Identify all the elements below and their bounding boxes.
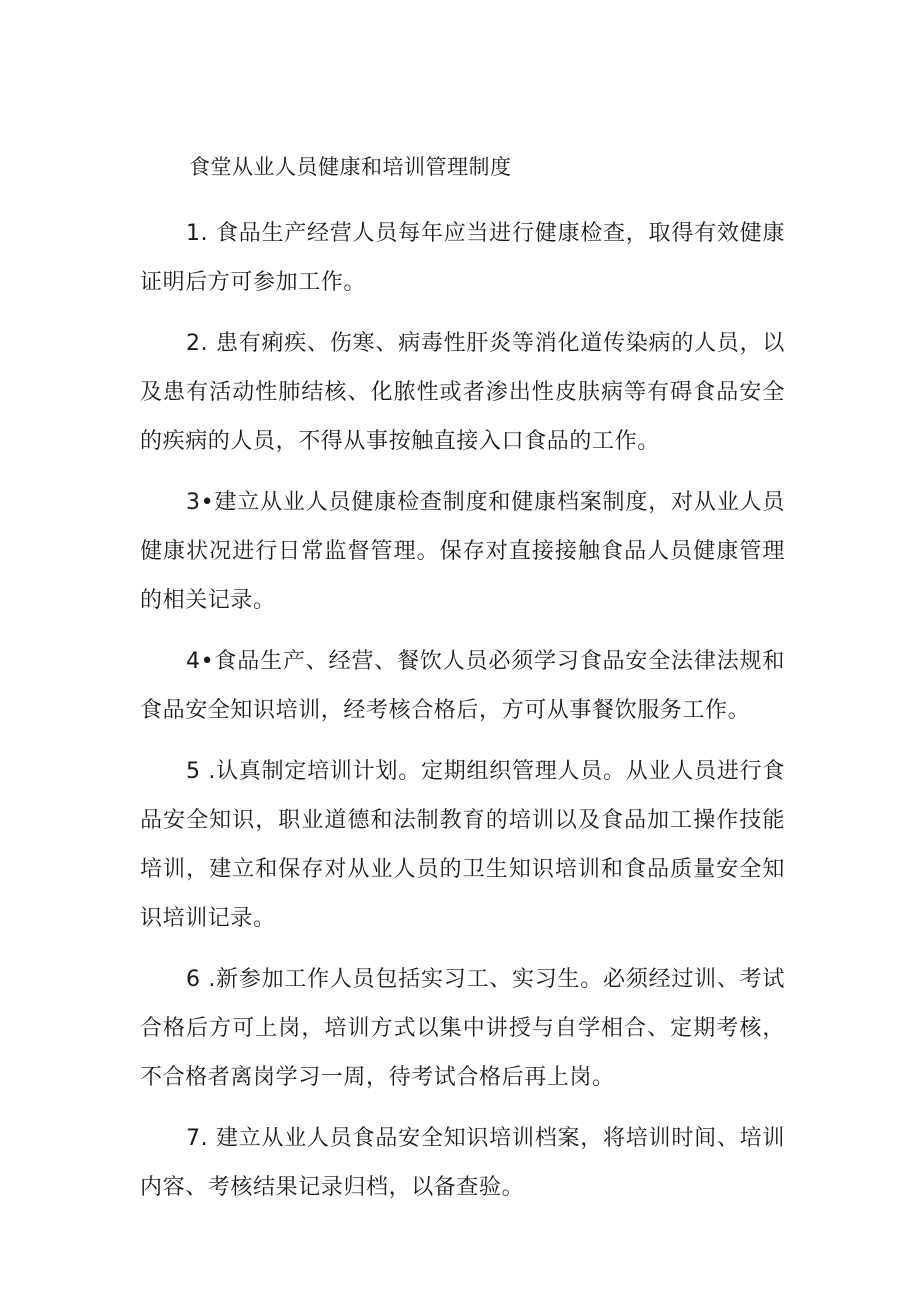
paragraph-2: 2. 患有痢疾、伤寒、病毒性肝炎等消化道传染病的人员，以及患有活动性肺结核、化脓性或者渗出性皮肤病等有碍食品安全的疾病的人员，不得从事按触直接入口食品的工作。 [140,331,785,454]
paragraph-5: 5 .认真制定培训计划。定期组织管理人员。从业人员进行食品安全知识，职业道德和法制教育的培训以及食品加工操作技能培训，建立和保存对从业人员的卫生知识培训和食品质量安全知识培训记录。 [140,759,785,931]
paragraph-4: 4•食品生产、经营、餐饮人员必须学习食品安全法律法规和食品安全知识培训，经考核合格后，方可从事餐饮服务工作。 [140,649,785,723]
document-body [140,143,785,1224]
paragraph-7: 7. 建立从业人员食品安全知识培训档案，将培训时间、培训内容、考核结果记录归档，以备查验。 [140,1126,785,1200]
paragraph-3: 3•建立从业人员健康检查制度和健康档案制度，对从业人员健康状况进行日常监督管理。保存对直接接触食品人员健康管理的相关记录。 [140,490,785,613]
document-title: 食堂从业人员健康和培训管理制度 [189,155,512,179]
paragraph-1: 1. 食品生产经营人员每年应当进行健康检查，取得有效健康证明后方可参加工作。 [140,221,785,295]
paragraph-6: 6 .新参加工作人员包括实习工、实习生。必须经过训、考试合格后方可上岗，培训方式以集中讲授与自学相合、定期考核，不合格者离岗学习一周，待考试合格后再上岗。 [140,967,785,1090]
